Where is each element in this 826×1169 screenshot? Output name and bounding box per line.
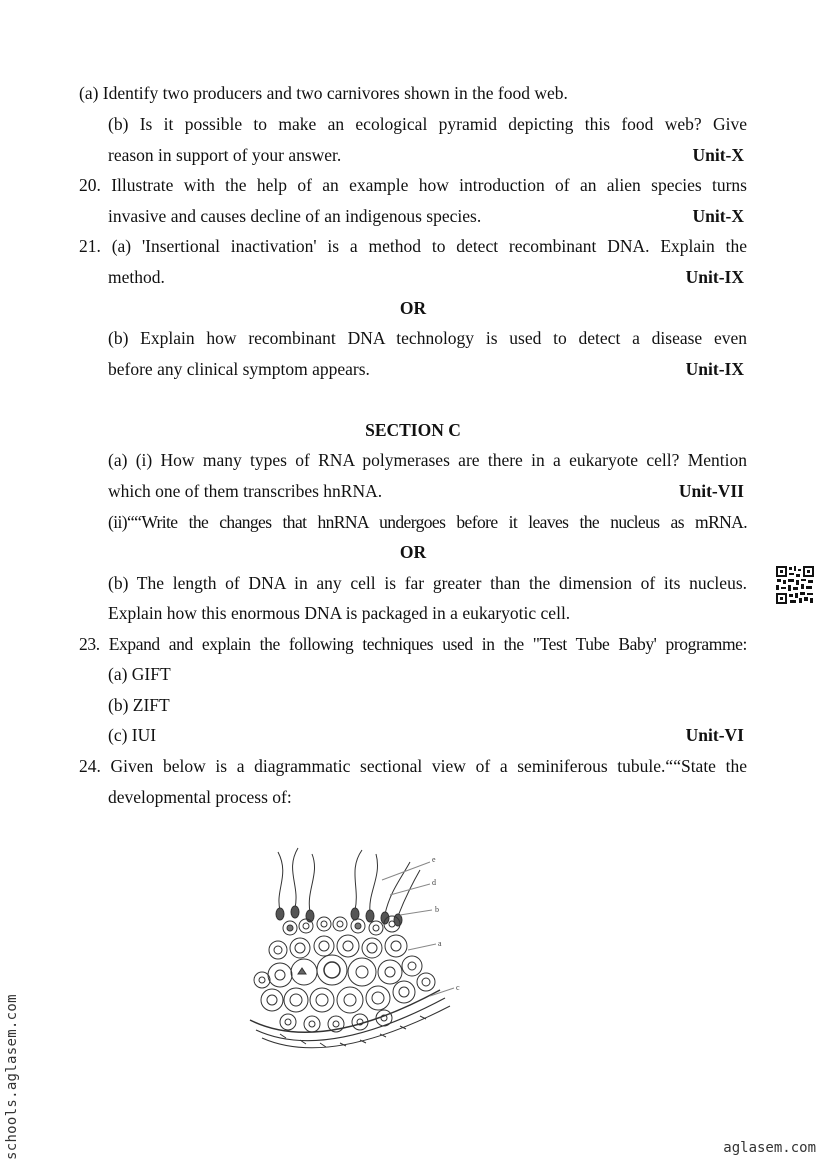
q22-unit: Unit-VII — [678, 481, 744, 501]
q22-a-i-line2: which one of them transcribes hnRNA. — [108, 481, 383, 501]
q24-line2: developmental process of: — [108, 787, 292, 807]
q20-line2: invasive and causes decline of an indigenous species. — [108, 206, 482, 226]
q21-a-line2: method. — [108, 267, 165, 287]
q23-unit: Unit-VI — [685, 725, 744, 745]
diagram-label-c: c — [456, 983, 460, 992]
side-watermark: schools.aglasem.com — [4, 994, 20, 1160]
q22-b-line2: Explain how this enormous DNA is packaged in a eukaryotic cell. — [108, 603, 571, 623]
diagram-label-e: e — [432, 855, 436, 864]
q21-a-line1: 21. (a) 'Insertional inactivation' is a method to detect recombinant DNA. Explain the — [79, 236, 747, 256]
section-c-title: SECTION C — [365, 420, 461, 440]
diagram-label-b: b — [435, 905, 439, 914]
q23-option-b: (b) ZIFT — [108, 695, 170, 715]
q22-b-line1: (b) The length of DNA in any cell is far greater than the dimension of its nucleus. — [108, 573, 747, 593]
q19-part-b-line2: reason in support of your answer. — [108, 145, 342, 165]
q21-unit-b: Unit-IX — [685, 359, 744, 379]
q22-or: OR — [399, 542, 427, 562]
seminiferous-tubule-diagram — [240, 840, 470, 1055]
q23-option-c: (c) IUI — [108, 725, 157, 745]
diagram-label-d: d — [432, 878, 436, 887]
q19-part-a: (a) Identify two producers and two carnivores shown in the food web. — [79, 83, 568, 103]
q21-b-line2: before any clinical symptom appears. — [108, 359, 370, 379]
q20-line1: 20. Illustrate with the help of an example how introduction of an alien species turns — [79, 175, 747, 195]
q23-line1: 23. Expand and explain the following techniques used in the "Test Tube Baby' programme: — [79, 634, 747, 654]
qr-code-icon — [775, 565, 815, 605]
q20-unit: Unit-X — [692, 206, 744, 226]
q21-or: OR — [399, 298, 427, 318]
q23-option-a: (a) GIFT — [108, 664, 171, 684]
q24-line1: 24. Given below is a diagrammatic sectional view of a seminiferous tubule.““State the — [79, 756, 747, 776]
q21-b-line1: (b) Explain how recombinant DNA technology is used to detect a disease even — [108, 328, 747, 348]
q22-a-i-line1: (a) (i) How many types of RNA polymerases are there in a eukaryote cell? Mention — [108, 450, 747, 470]
diagram-label-a: a — [438, 939, 442, 948]
q21-unit-a: Unit-IX — [685, 267, 744, 287]
footer-watermark: aglasem.com — [723, 1140, 816, 1156]
q22-a-ii: (ii)““Write the changes that hnRNA undergoes before it leaves the nucleus as mRNA. — [108, 512, 747, 532]
q19-unit: Unit-X — [692, 145, 744, 165]
q19-part-b-line1: (b) Is it possible to make an ecological pyramid depicting this food web? Give — [108, 114, 747, 134]
